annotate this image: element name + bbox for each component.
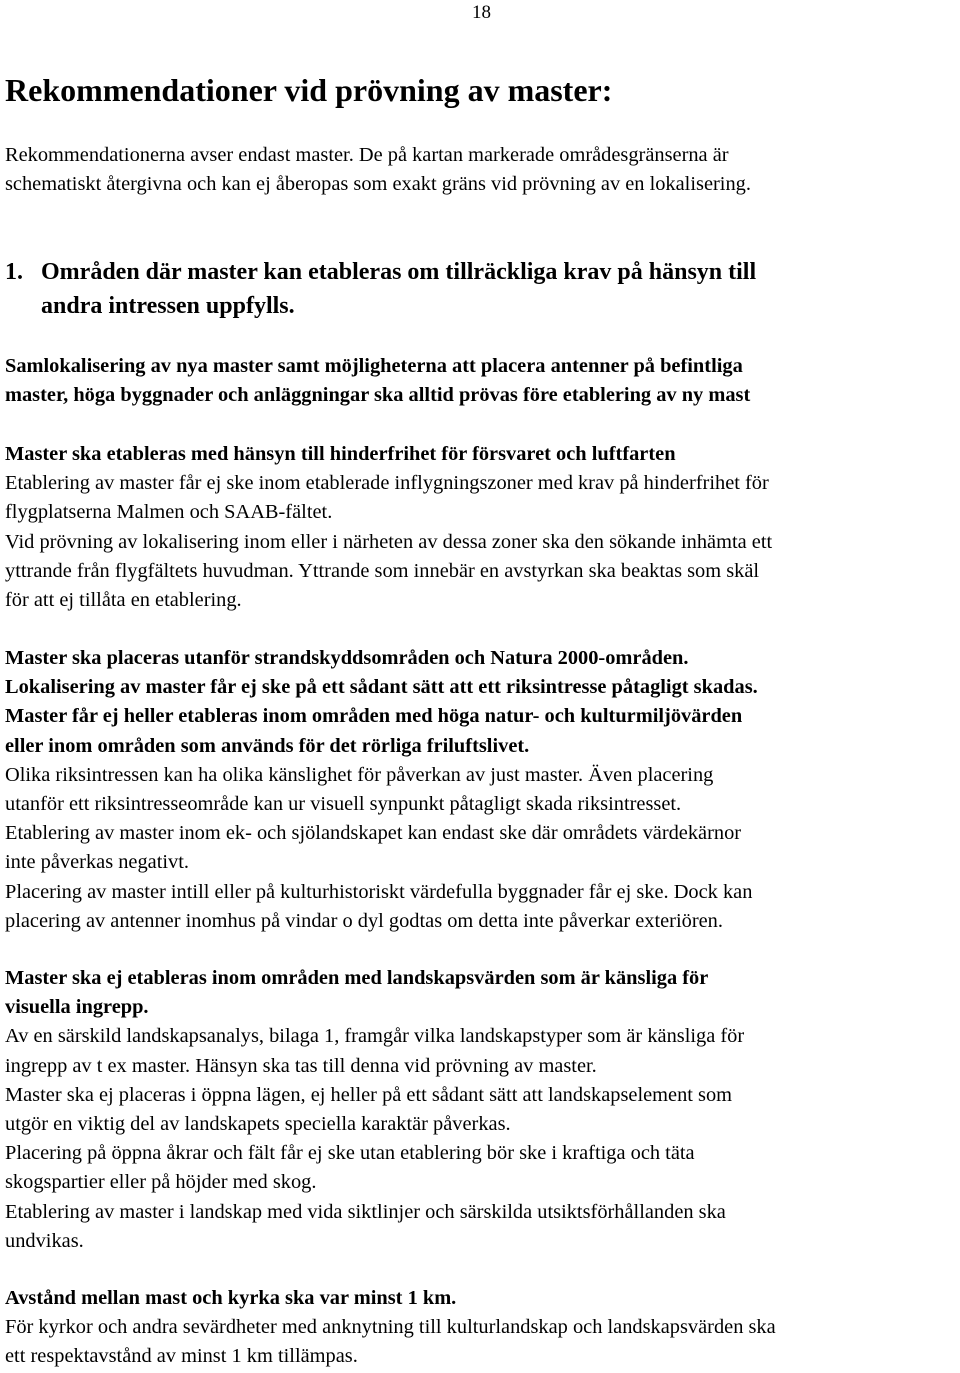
strandskydd-line: Placering av master intill eller på kulturhistoriskt värdefulla byggnader får ej ske. Dock kan [5,880,753,903]
hinderfrihet-line: Etablering av master får ej ske inom etablerade inflygningszoner med krav på hinderfrihet för [5,472,769,495]
landskap-line: skogspartier eller på höjder med skog. [5,1171,317,1194]
landskap-line: utgör en viktig del av landskapets speciella karaktär påverkas. [5,1113,511,1136]
landskap-line: Placering på öppna åkrar och fält får ej ske utan etablering bör ske i kraftiga och täta [5,1142,695,1165]
intro-paragraph [5,141,957,199]
intro-line: schematiskt återgivna och kan ej åberopas som exakt gräns vid prövning av en lokalisering. [5,173,751,196]
landskap-line: Etablering av master i landskap med vida siktlinjer och särskilda utsiktsförhållanden ska [5,1200,726,1223]
kyrka-block [5,1284,957,1372]
strandskydd-heading: Lokalisering av master får ej ske på ett sådant sätt att ett riksintresse påtagligt skadas. [5,676,758,699]
hinderfrihet-block [5,440,957,615]
samlokalisering-line: master, höga byggnader och anläggningar ska alltid prövas före etablering av ny mast [5,384,751,407]
landskap-line: Av en särskild landskapsanalys, bilaga 1, framgår vilka landskapstyper som är känsliga för [5,1025,745,1048]
kyrka-line: För kyrkor och andra sevärdheter med anknytning till kulturlandskap och landskapsvärden ska [5,1316,776,1339]
strandskydd-line: Olika riksintressen kan ha olika känslighet för påverkan av just master. Även placering [5,763,714,786]
samlokalisering-line: Samlokalisering av nya master samt möjligheterna att placera antenner på befintliga [5,355,743,377]
section-1-heading [5,255,957,323]
section-number: 1. [5,259,23,285]
hinderfrihet-line: för att ej tillåta en etablering. [5,589,242,612]
landskap-heading: Master ska ej etableras inom områden med landskapsvärden som är känsliga för [5,967,709,989]
hinderfrihet-line: flygplatserna Malmen och SAAB-fältet. [5,501,333,524]
landskap-line: undvikas. [5,1229,84,1252]
kyrka-heading: Avstånd mellan mast och kyrka ska var minst 1 km. [5,1287,457,1309]
strandskydd-line: inte påverkas negativt. [5,851,190,874]
landskap-block [5,964,957,1256]
hinderfrihet-line: Vid prövning av lokalisering inom eller i närheten av dessa zoner ska den sökande inhämta ett [5,530,773,553]
strandskydd-line: utanför ett riksintresseområde kan ur visuell synpunkt påtagligt skada riksintresset. [5,793,682,816]
section-heading-line: andra intressen uppfylls. [41,293,295,319]
intro-line: Rekommendationerna avser endast master. De på kartan markerade områdesgränserna är [5,144,729,166]
strandskydd-line: Etablering av master inom ek- och sjölandskapet kan endast ske där områdets värdekärnor [5,822,742,845]
strandskydd-block [5,644,957,936]
landskap-heading: visuella ingrepp. [5,996,149,1019]
strandskydd-heading: Master får ej heller etableras inom områden med höga natur- och kulturmiljövärden [5,705,743,728]
samlokalisering-paragraph [5,352,957,410]
strandskydd-heading: eller inom områden som används för det rörliga friluftslivet. [5,734,530,757]
section-heading-line: Områden där master kan etableras om tillräckliga krav på hänsyn till [41,259,757,285]
strandskydd-heading: Master ska placeras utanför strandskyddsområden och Natura 2000-områden. [5,647,689,669]
page-title: Rekommendationer vid prövning av master: [5,72,613,108]
strandskydd-line: placering av antenner inomhus på vindar o dyl godtas om detta inte påverkar exteriören. [5,909,723,932]
hinderfrihet-line: yttrande från flygfältets huvudman. Yttrande som innebär en avstyrkan ska beaktas som skäl [5,559,760,582]
landskap-line: Master ska ej placeras i öppna lägen, ej heller på ett sådant sätt att landskapselement som [5,1083,733,1106]
kyrka-line: ett respektavstånd av minst 1 km tillämpas. [5,1345,358,1368]
page-number: 18 [472,2,491,23]
hinderfrihet-heading: Master ska etableras med hänsyn till hinderfrihet för försvaret och luftfarten [5,443,676,465]
landskap-line: ingrepp av t ex master. Hänsyn ska tas till denna vid prövning av master. [5,1054,597,1077]
